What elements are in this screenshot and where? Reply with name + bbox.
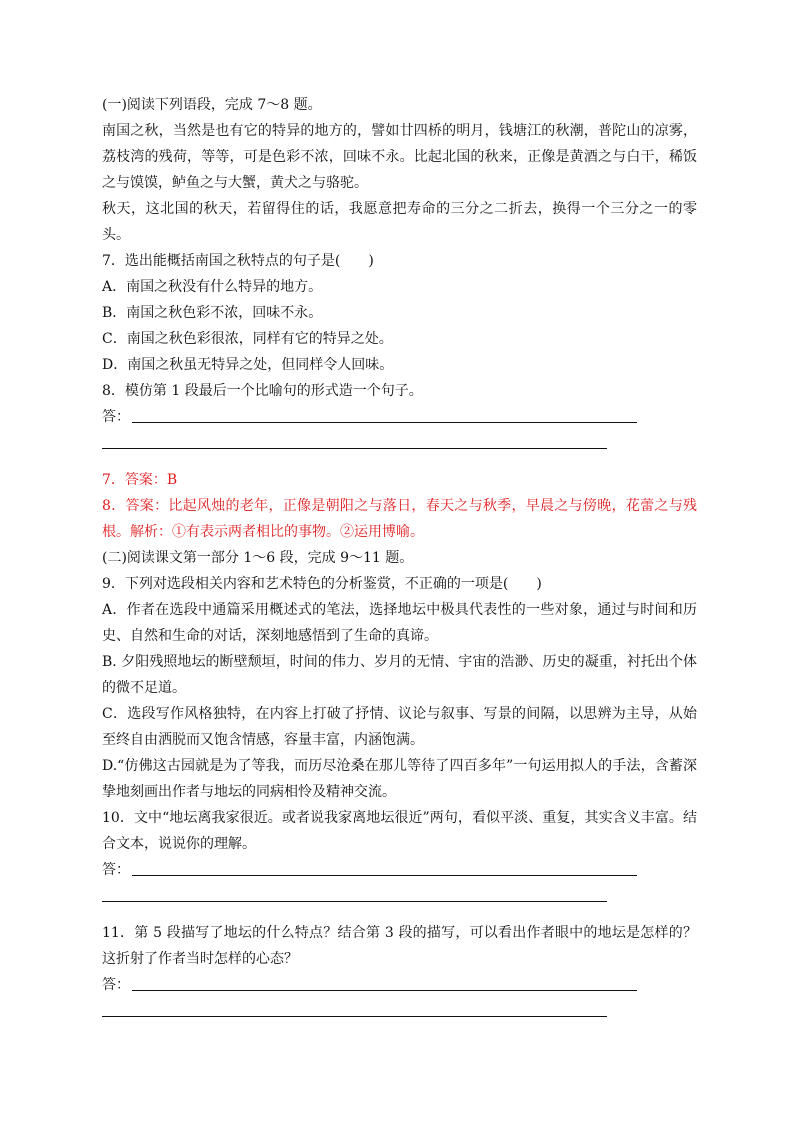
question-11: 11．第 5 段描写了地坛的什么特点？结合第 3 段的描写，可以看出作者眼中的地坛是怎样的？这折射了作者当时怎样的心态？ <box>102 925 697 967</box>
spacer <box>102 908 697 920</box>
question-9-option-b: B. 夕阳残照地坛的断壁颓垣，时间的伟力、岁月的无情、宇宙的浩渺、历史的凝重，衬托出个体的微不足道。 <box>102 654 697 696</box>
question-8: 8．模仿第 1 段最后一个比喻句的形式造一个句子。 <box>102 383 423 399</box>
question-7-option-b: B．南国之秋色彩不浓，回味不永。 <box>102 305 323 321</box>
answer-key-7: 7．答案：B <box>102 472 178 488</box>
question-9: 9．下列对选段相关内容和艺术特色的分析鉴赏，不正确的一项是( ) <box>102 576 542 592</box>
answer-rule-continuation <box>102 901 607 902</box>
passage-paragraph-2: 秋天，这北国的秋天，若留得住的话，我愿意把寿命的三分之二折去，换得一个三分之一的零头。 <box>102 201 697 243</box>
question-7-option-a: A．南国之秋没有什么特异的地方。 <box>102 279 323 295</box>
passage-paragraph-1: 南国之秋，当然是也有它的特异的地方的，譬如廿四桥的明月，钱塘江的秋潮，普陀山的凉雾，荔枝湾的残荷，等等，可是色彩不浓，回味不永。比起北国的秋来，正像是黄酒之与白干，稀饭之与馍馍，鲈鱼之与大蟹，黄犬之与骆驼。 <box>102 123 697 191</box>
answer-rule-continuation <box>102 1016 607 1017</box>
answer-rule <box>132 422 637 423</box>
question-7-option-c: C．南国之秋色彩很浓，同样有它的特异之处。 <box>102 331 393 347</box>
answer-line-11 <box>102 972 697 998</box>
document-content <box>102 92 697 1023</box>
answer-rule <box>132 875 637 876</box>
question-7: 7．选出能概括南国之秋特点的句子是( ) <box>102 253 374 269</box>
answer-rule-continuation <box>102 448 607 449</box>
question-10: 10．文中“地坛离我家很近。或者说我家离地坛很近”两句，看似平淡、重复，其实含义丰富。结合文本，说说你的理解。 <box>102 810 697 852</box>
spacer <box>102 455 697 467</box>
answer-line-10 <box>102 857 697 883</box>
question-7-option-d: D．南国之秋虽无特异之处，但同样令人回味。 <box>102 357 394 373</box>
question-9-option-d: D.“仿佛这古园就是为了等我，而历尽沧桑在那儿等待了四百多年”一句运用拟人的手法，含蓄深挚地刻画出作者与地坛的同病相怜及精神交流。 <box>102 758 697 800</box>
question-9-option-c: C．选段写作风格独特，在内容上打破了抒情、议论与叙事、写景的间隔，以思辨为主导，从始至终自由洒脱而又饱含情感，容量丰富，内涵饱满。 <box>102 706 697 748</box>
answer-label: 答： <box>102 862 130 878</box>
answer-label: 答： <box>102 409 130 425</box>
answer-key-8: 8．答案：比起风烛的老年，正像是朝阳之与落日，春天之与秋季，早晨之与傍晚，花蕾之与残根。解析：①有表示两者相比的事物。②运用博喻。 <box>102 498 697 540</box>
answer-rule <box>132 990 637 991</box>
answer-label: 答： <box>102 977 130 993</box>
question-9-option-a: A．作者在选段中通篇采用概述式的笔法，选择地坛中极具代表性的一些对象，通过与时间和历史、自然和生命的对话，深刻地感悟到了生命的真谛。 <box>102 602 697 644</box>
section2-intro: (二)阅读课文第一部分 1～6 段，完成 9～11 题。 <box>102 550 414 566</box>
answer-line-8 <box>102 404 697 430</box>
section1-intro: (一)阅读下列语段，完成 7～8 题。 <box>102 97 322 113</box>
